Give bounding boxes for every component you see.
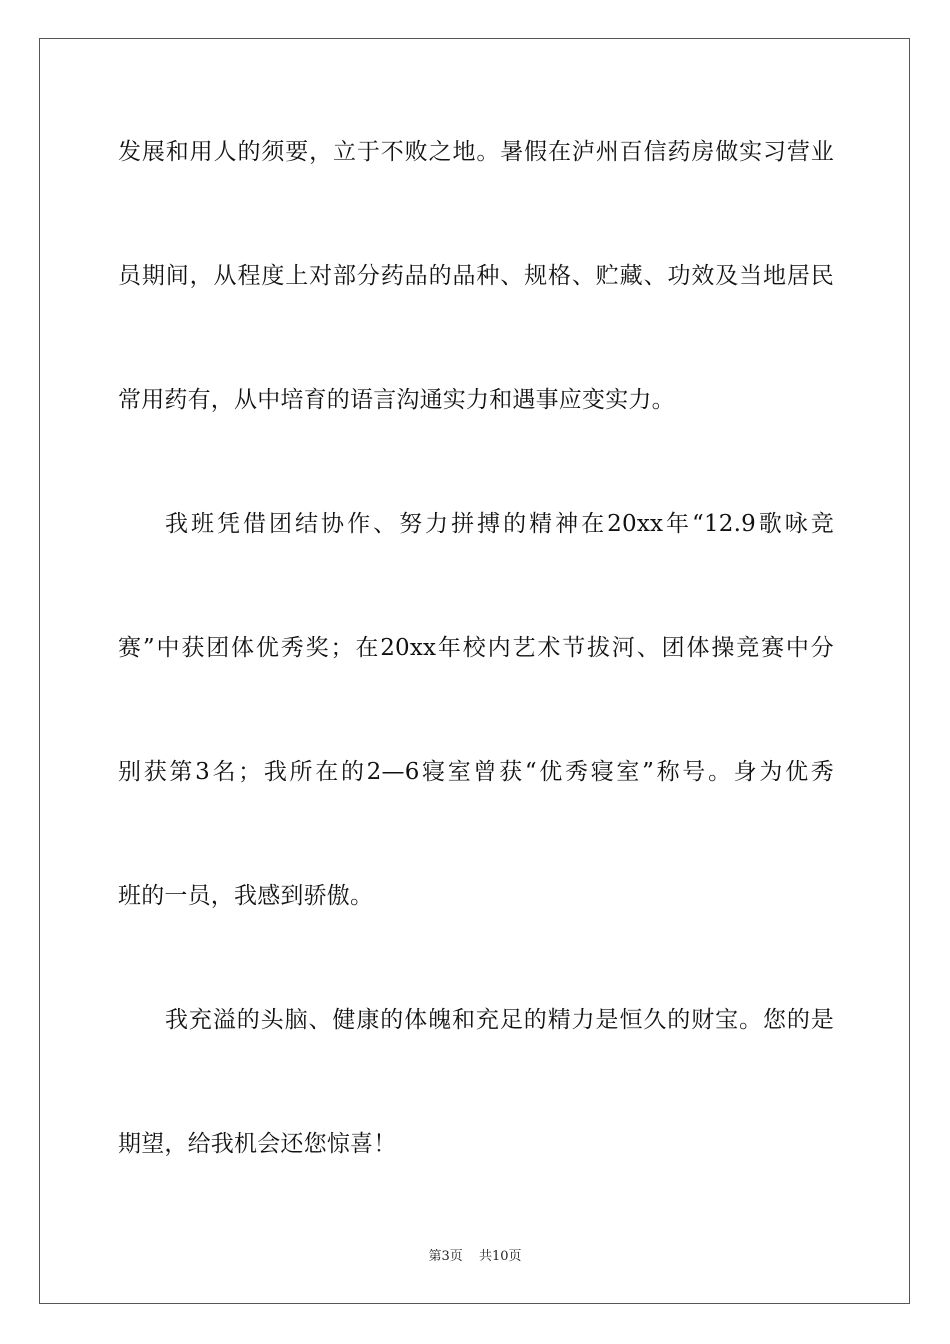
text-line-8: 我充溢的头脑、健康的体魄和充足的精力是恒久的财宝。您的是 <box>165 1007 834 1033</box>
text-line-7: 班的一员，我感到骄傲。 <box>118 883 374 909</box>
text-line-2: 员期间，从程度上对部分药品的品种、规格、贮藏、功效及当地居民 <box>118 263 834 289</box>
text-line-3: 常用药有，从中培育的语言沟通实力和遇事应变实力。 <box>118 387 675 413</box>
page-number: 第3页 <box>428 1249 463 1264</box>
page-total: 共10页 <box>478 1249 522 1264</box>
text-line-6: 别获第3名；我所在的2—6寝室曾获“优秀寝室”称号。身为优秀 <box>118 759 834 785</box>
text-line-5: 赛”中获团体优秀奖；在20xx年校内艺术节拔河、团体操竞赛中分 <box>118 635 834 661</box>
page-frame <box>39 38 910 1304</box>
text-line-1: 发展和用人的须要，立于不败之地。暑假在泸州百信药房做实习营业 <box>118 139 834 165</box>
page-footer <box>0 1248 950 1266</box>
text-line-9: 期望，给我机会还您惊喜！ <box>118 1131 397 1157</box>
text-line-4: 我班凭借团结协作、努力拼搏的精神在20xx年“12.9歌咏竞 <box>165 511 834 537</box>
